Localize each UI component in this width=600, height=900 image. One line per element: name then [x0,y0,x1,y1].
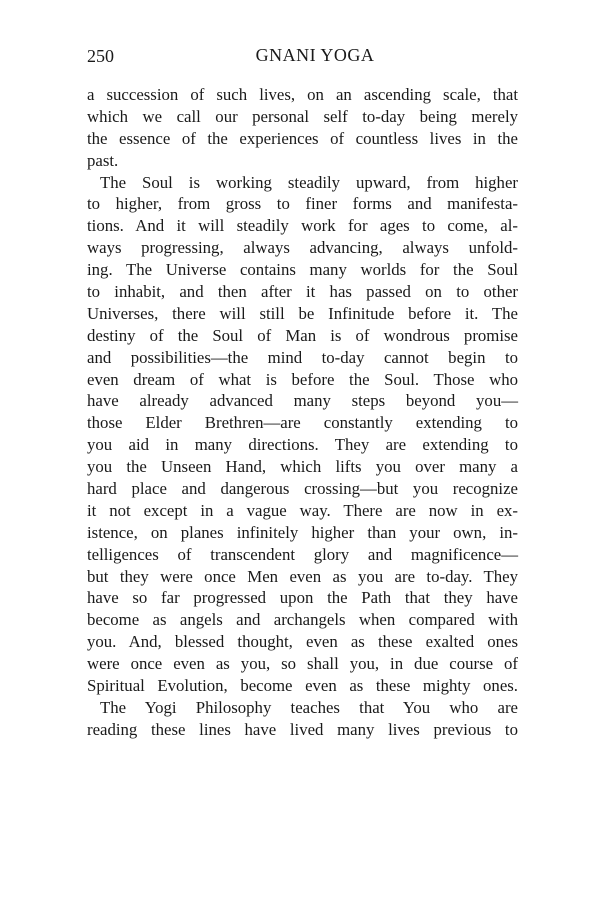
text-line: those Elder Brethren—are constantly extending to [87,413,518,433]
text-line: The Soul is working steadily upward, from higher [100,172,518,192]
text-line: ing. The Universe contains many worlds for the Soul [87,260,518,280]
text-line: to inhabit, and then after it has passed on to other [87,282,518,302]
text-line: become as angels and archangels when compared with [87,610,518,630]
text-line: it not except in a vague way. There are now in ex- [87,500,518,520]
text-line: tions. And it will steadily work for ages to come, al- [87,216,518,236]
text-line: have already advanced many steps beyond you— [87,391,518,411]
text-line: a succession of such lives, on an ascending scale, that [87,85,518,104]
page-body [87,84,518,741]
text-line: hard place and dangerous crossing—but you recognize [87,479,518,499]
text-line: telligences of transcendent glory and magnificence— [87,544,518,564]
text-line: ways progressing, always advancing, always unfold- [87,238,518,258]
page-number: 250 [87,46,114,66]
text-line: were once even as you, so shall you, in due course of [87,654,518,674]
text-line: past. [87,150,119,170]
text-line: you. And, blessed thought, even as these exalted ones [87,632,518,652]
text-line: destiny of the Soul of Man is of wondrous promise [87,325,518,345]
running-title: GNANI YOGA [255,45,375,65]
text-line: you aid in many directions. They are extending to [87,435,518,455]
text-line: have so far progressed upon the Path that they have [87,588,518,608]
text-line: the essence of the experiences of countless lives in the [87,128,518,148]
text-line: and possibilities—the mind to-day cannot begin to [87,347,518,367]
text-line: even dream of what is before the Soul. Those who [87,369,518,389]
text-line: The Yogi Philosophy teaches that You who are [100,697,518,717]
text-line: but they were once Men even as you are to-day. They [87,566,518,586]
text-line: which we call our personal self to-day being merely [87,106,518,126]
text-line: reading these lines have lived many lives previous to [87,719,518,739]
text-line: Universes, there will still be Infinitude before it. The [87,303,518,323]
text-line: you the Unseen Hand, which lifts you over many a [87,457,518,477]
text-line: istence, on planes infinitely higher than your own, in- [87,522,518,542]
text-line: to higher, from gross to finer forms and manifesta- [87,194,518,214]
text-line: Spiritual Evolution, become even as these mighty ones. [87,676,518,696]
